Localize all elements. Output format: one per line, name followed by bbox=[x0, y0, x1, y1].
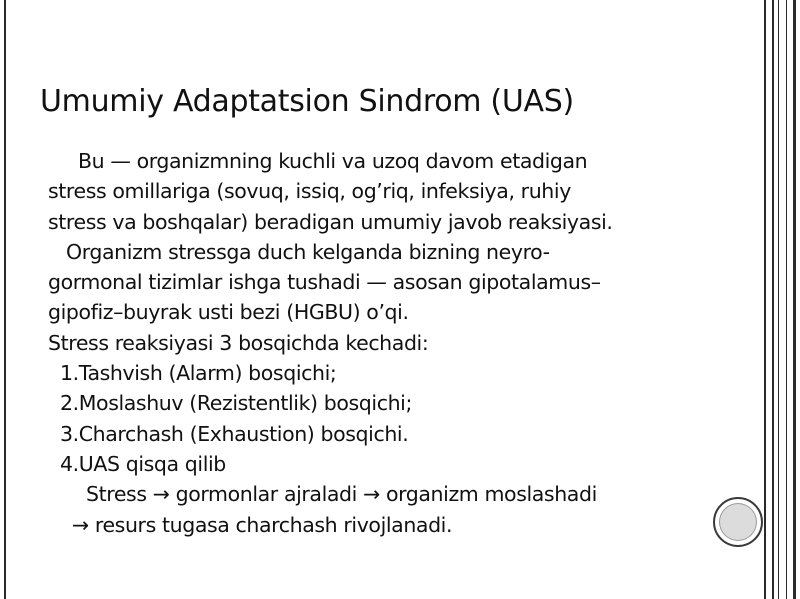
paragraph-line: gipofiz–buyrak usti bezi (HGBU) o’qi. bbox=[48, 300, 409, 325]
right-border-line bbox=[778, 0, 779, 599]
decorative-circle-icon bbox=[713, 497, 763, 547]
list-item: 1.Tashvish (Alarm) bosqichi; bbox=[60, 361, 337, 386]
right-border-line bbox=[786, 0, 787, 599]
summary-line: → resurs tugasa charchash rivojlanadi. bbox=[72, 512, 453, 537]
slide-body bbox=[48, 146, 708, 540]
paragraph-line: Organizm stressga duch kelganda bizning neyro- bbox=[66, 239, 550, 264]
paragraph-line: gormonal tizimlar ishga tushadi — asosan gipotalamus– bbox=[48, 270, 601, 295]
summary-line: Stress → gormonlar ajraladi → organizm moslashadi bbox=[86, 482, 597, 507]
slide-title: Umumiy Adaptatsion Sindrom (UAS) bbox=[40, 84, 574, 119]
paragraph-line: stress va boshqalar) beradigan umumiy javob reaksiyasi. bbox=[48, 209, 613, 234]
right-border-line bbox=[793, 0, 796, 599]
right-border-line bbox=[764, 0, 766, 599]
list-item: 2.Moslashuv (Rezistentlik) bosqichi; bbox=[60, 391, 412, 416]
list-item: 4.UAS qisqa qilib bbox=[60, 451, 226, 476]
list-item: 3.Charchash (Exhaustion) bosqichi. bbox=[60, 421, 409, 446]
right-border-line bbox=[772, 0, 774, 599]
stages-intro: Stress reaksiyasi 3 bosqichda kechadi: bbox=[48, 330, 429, 355]
paragraph-line: stress omillariga (sovuq, issiq, og’riq, infeksiya, ruhiy bbox=[48, 179, 571, 204]
left-border-line bbox=[4, 0, 6, 599]
paragraph-line: Bu — organizmning kuchli va uzoq davom etadigan bbox=[78, 149, 588, 173]
